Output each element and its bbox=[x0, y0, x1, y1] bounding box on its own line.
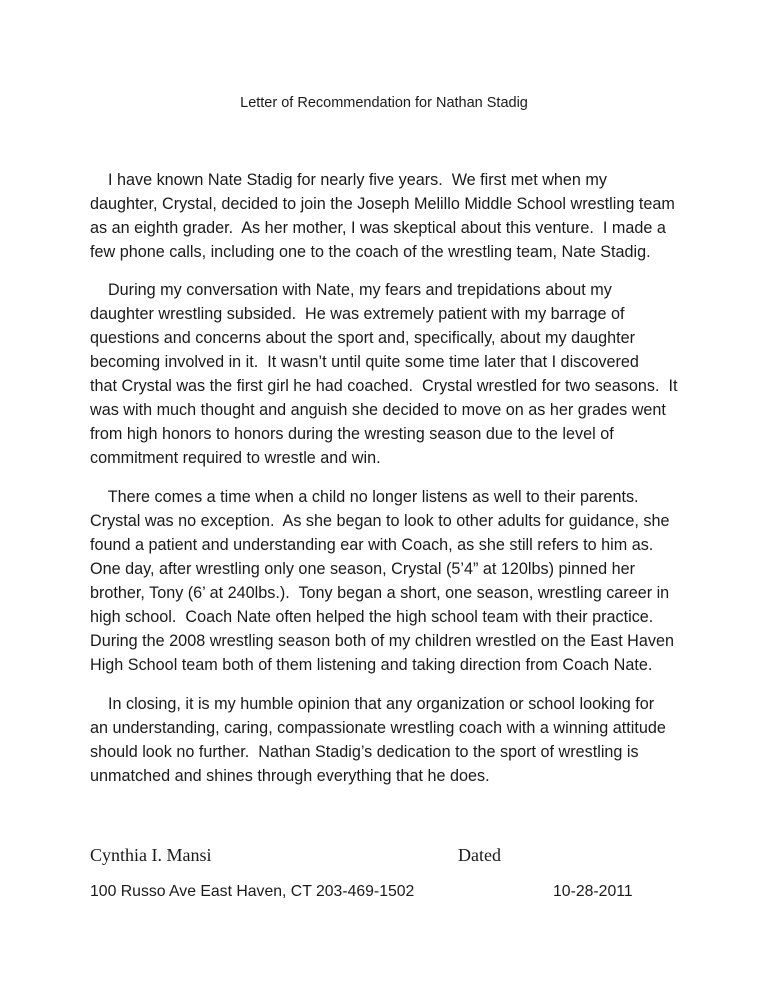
text-line: daughter wrestling subsided. He was extremely patient with my barrage of bbox=[90, 305, 625, 323]
text-line: an understanding, caring, compassionate wrestling coach with a winning attitude bbox=[90, 719, 666, 737]
text-line: few phone calls, including one to the coach of the wrestling team, Nate Stadig. bbox=[90, 243, 651, 261]
text-line: questions and concerns about the sport and, specifically, about my daughter bbox=[90, 329, 636, 347]
text-line: In closing, it is my humble opinion that any organization or school looking for bbox=[90, 695, 655, 713]
text-line: There comes a time when a child no longer listens as well to their parents. bbox=[90, 488, 639, 506]
dated-label: Dated bbox=[458, 845, 501, 865]
text-line: was with much thought and anguish she decided to move on as her grades went bbox=[90, 401, 666, 419]
text-line: that Crystal was the first girl he had coached. Crystal wrestled for two seasons. It bbox=[90, 377, 678, 395]
text-line: During the 2008 wrestling season both of my children wrestled on the East Haven bbox=[90, 632, 674, 650]
text-line: high school. Coach Nate often helped the high school team with their practice. bbox=[90, 608, 654, 626]
text-line: commitment required to wrestle and win. bbox=[90, 449, 381, 467]
text-line: Crystal was no exception. As she began to look to other adults for guidance, she bbox=[90, 512, 670, 530]
text-line: daughter, Crystal, decided to join the Joseph Melillo Middle School wrestling team bbox=[90, 195, 675, 213]
text-line: found a patient and understanding ear with Coach, as she still refers to him as. bbox=[90, 536, 654, 554]
text-line: One day, after wrestling only one season, Crystal (5’4” at 120lbs) pinned her bbox=[90, 560, 635, 578]
letter-date: 10-28-2011 bbox=[553, 883, 633, 900]
text-line: becoming involved in it. It wasn’t until quite some time later that I discovered bbox=[90, 353, 639, 371]
text-line: brother, Tony (6’ at 240lbs.). Tony began a short, one season, wrestling career in bbox=[90, 584, 670, 602]
signer-address: 100 Russo Ave East Haven, CT 203-469-1502 bbox=[90, 883, 415, 900]
signature-name: Cynthia I. Mansi bbox=[90, 845, 212, 865]
text-line: from high honors to honors during the wresting season due to the level of bbox=[90, 425, 614, 443]
text-line: During my conversation with Nate, my fears and trepidations about my bbox=[90, 281, 612, 299]
letter-title: Letter of Recommendation for Nathan Stadig bbox=[240, 95, 528, 111]
text-line: as an eighth grader. As her mother, I was skeptical about this venture. I made a bbox=[90, 219, 666, 237]
text-line: should look no further. Nathan Stadig’s dedication to the sport of wrestling is bbox=[90, 743, 639, 761]
text-line: unmatched and shines through everything that he does. bbox=[90, 767, 490, 785]
text-line: I have known Nate Stadig for nearly five years. We first met when my bbox=[90, 171, 608, 189]
text-line: High School team both of them listening and taking direction from Coach Nate. bbox=[90, 656, 653, 674]
